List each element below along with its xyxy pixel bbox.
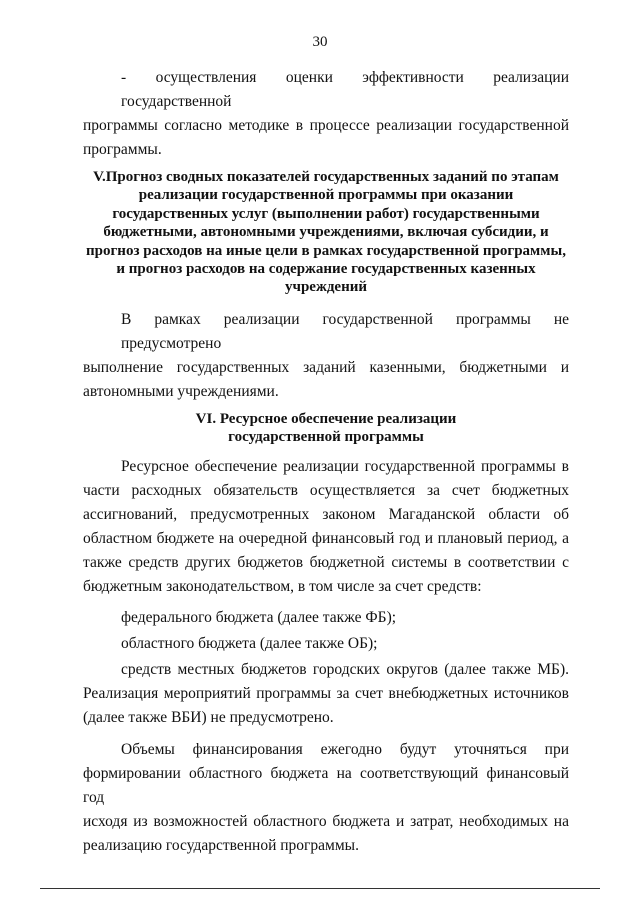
heading-line: прогноз расходов на иные цели в рамках государственной программы, — [86, 242, 566, 259]
section-6-heading — [83, 410, 569, 447]
text-line: бюджетным законодательством, в том числе за счет средств: — [83, 578, 482, 595]
text-line: части расходных обязательств осуществляется за счет бюджетных — [83, 482, 569, 499]
section-6-paragraph-1 — [83, 455, 569, 599]
text-line: В рамках реализации государственной программы не предусмотрено — [121, 311, 569, 352]
text-line: областного бюджета (далее также ОБ); — [121, 635, 378, 652]
text-line: - осуществления оценки эффективности реализации государственной — [121, 69, 569, 110]
heading-line: бюджетными, автономными учреждениями, включая субсидии, и — [103, 224, 549, 241]
section-5-paragraph — [83, 308, 569, 404]
section-6-paragraph-final — [83, 738, 569, 858]
intro-paragraph — [83, 66, 569, 162]
text-line: средств местных бюджетов городских округов (далее также МБ). — [121, 661, 569, 678]
heading-line: реализации государственной программы при оказании — [138, 187, 514, 204]
page-number: 30 — [312, 34, 328, 50]
section-5-heading — [83, 168, 569, 297]
text-line: Объемы финансирования ежегодно будут уточняться при — [121, 741, 569, 758]
funding-source-local — [83, 658, 569, 730]
text-line: формировании областного бюджета на соответствующий финансовый год — [83, 765, 569, 806]
text-line: ассигнований, предусмотренных законом Магаданской области об — [83, 506, 569, 523]
funding-source-regional — [83, 632, 569, 656]
heading-line: и прогноз расходов на содержание государственных казенных — [116, 261, 536, 278]
heading-line: государственных услуг (выполнении работ) государственными — [112, 205, 540, 222]
text-line: также средств других бюджетов бюджетной системы в соответствии с — [83, 554, 569, 571]
text-line: реализацию государственной программы. — [83, 837, 359, 854]
text-line: федерального бюджета (далее также ФБ); — [121, 609, 397, 626]
text-line: выполнение государственных заданий казенными, бюджетными и — [83, 359, 569, 376]
text-line: Реализация мероприятий программы за счет внебюджетных источников — [83, 685, 569, 702]
funding-source-federal — [83, 606, 569, 630]
text-line: программы согласно методике в процессе реализации государственной — [83, 117, 569, 134]
heading-line: учреждений — [284, 279, 367, 296]
heading-line: V.Прогноз сводных показателей государственных заданий по этапам — [93, 169, 559, 185]
text-line: программы. — [83, 141, 162, 158]
text-line: областном бюджете на очередной финансовый год и плановый период, а — [83, 530, 569, 547]
text-line: исходя из возможностей областного бюджета и затрат, необходимых на — [83, 813, 569, 830]
text-line: Ресурсное обеспечение реализации государственной программы в — [121, 458, 569, 475]
heading-line: VI. Ресурсное обеспечение реализации — [195, 411, 457, 427]
text-line: (далее также ВБИ) не предусмотрено. — [83, 709, 334, 726]
footer-divider — [40, 888, 600, 889]
text-line: автономными учреждениями. — [83, 383, 279, 400]
heading-line: государственной программы — [228, 429, 424, 446]
